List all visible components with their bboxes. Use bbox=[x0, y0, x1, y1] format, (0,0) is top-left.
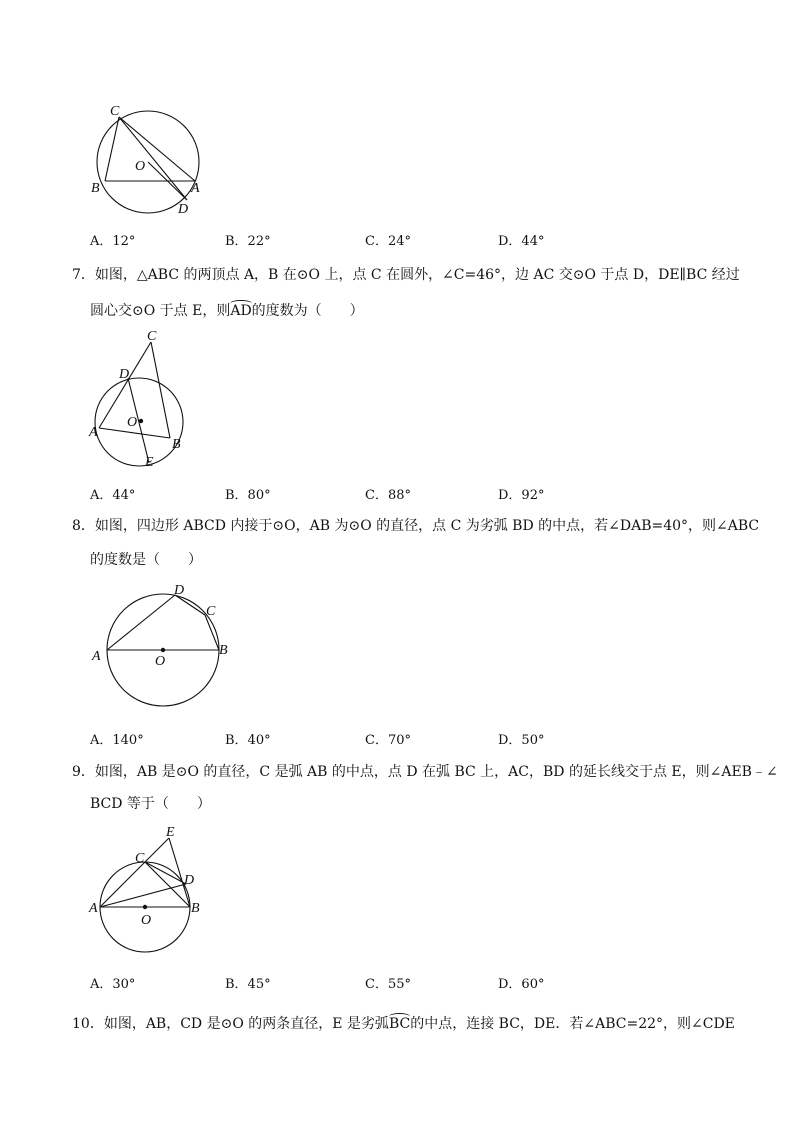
label-o: O bbox=[141, 913, 152, 928]
q7-choice-d[interactable]: D．92° bbox=[498, 488, 545, 503]
segment-ad bbox=[100, 884, 186, 907]
q6-choice-b[interactable]: B．22° bbox=[225, 234, 271, 249]
label-c: C bbox=[135, 851, 145, 866]
figure-q8 bbox=[85, 580, 245, 705]
q10-text-line1 bbox=[72, 1013, 735, 1033]
figure-q6 bbox=[85, 100, 215, 220]
q7-choices bbox=[90, 484, 610, 504]
q9-text-line1: 9．如图，AB 是⊙O 的直径，C 是弧 AB 的中点，点 D 在弧 BC 上，AC，BD 的延长线交于点 E，则∠AEB﹣∠ bbox=[72, 764, 778, 780]
q8-text-line2: 的度数是（ ） bbox=[90, 552, 202, 568]
q9-choice-d[interactable]: D．60° bbox=[498, 977, 545, 992]
center-dot bbox=[143, 905, 147, 909]
q9-text-line2: BCD 等于（ ） bbox=[90, 796, 211, 812]
q10-arc-bc: BC bbox=[388, 1016, 411, 1032]
q7-text-post: 的度数为（ ） bbox=[251, 303, 364, 319]
q10-text-pre: 10．如图，AB，CD 是⊙O 的两条直径，E 是劣弧 bbox=[72, 1016, 389, 1032]
segment-cd bbox=[119, 117, 187, 200]
label-a: A bbox=[89, 425, 98, 440]
q8-choice-b[interactable]: B．40° bbox=[225, 733, 271, 748]
center-dot bbox=[161, 648, 165, 652]
segment-ae bbox=[100, 838, 169, 907]
q8-choice-c[interactable]: C．70° bbox=[365, 733, 411, 748]
center-dot bbox=[139, 419, 143, 423]
q9-choice-a[interactable]: A．30° bbox=[90, 977, 136, 992]
segment-cb bbox=[205, 615, 219, 650]
q10-text-post: 的中点，连接 BC，DE．若∠ABC=22°，则∠CDE bbox=[410, 1016, 735, 1032]
label-d: D bbox=[174, 583, 185, 598]
q7-text-pre: 圆心交⊙O 于点 E，则 bbox=[90, 303, 231, 319]
q6-choice-c[interactable]: C．24° bbox=[365, 234, 411, 249]
q6-choice-d[interactable]: D．44° bbox=[498, 234, 545, 249]
figure-q9 bbox=[85, 822, 215, 957]
figure-q7 bbox=[85, 330, 205, 475]
label-c: C bbox=[206, 604, 216, 619]
q8-text-line1: 8．如图，四边形 ABCD 内接于⊙O，AB 为⊙O 的直径，点 C 为劣弧 BD 的中点，若∠DAB=40°，则∠ABC bbox=[72, 518, 760, 534]
q9-choice-b[interactable]: B．45° bbox=[225, 977, 271, 992]
label-b: B bbox=[172, 437, 181, 452]
label-c: C bbox=[147, 329, 157, 344]
q6-choice-a[interactable]: A．12° bbox=[90, 234, 136, 249]
label-a: A bbox=[191, 181, 200, 196]
label-e: E bbox=[166, 825, 175, 840]
q9-choice-c[interactable]: C．55° bbox=[365, 977, 411, 992]
label-e: E bbox=[145, 455, 154, 470]
label-o: O bbox=[127, 415, 138, 430]
q8-choice-a[interactable]: A．140° bbox=[90, 733, 144, 748]
label-b: B bbox=[191, 901, 200, 916]
segment-ad bbox=[107, 595, 175, 650]
label-b: B bbox=[91, 181, 100, 196]
q7-choice-c[interactable]: C．88° bbox=[365, 488, 411, 503]
q6-choices bbox=[90, 230, 610, 250]
q7-text-line1: 7．如图，△ABC 的两顶点 A，B 在⊙O 上，点 C 在圆外，∠C=46°，边 AC 交⊙O 于点 D，DE∥BC 经过 bbox=[72, 267, 740, 283]
q9-choices bbox=[90, 973, 610, 993]
q8-choice-d[interactable]: D．50° bbox=[498, 733, 545, 748]
segment-ac bbox=[99, 342, 151, 428]
label-d: D bbox=[119, 367, 130, 382]
label-o: O bbox=[155, 654, 166, 669]
label-o: O bbox=[135, 159, 146, 174]
q7-choice-b[interactable]: B．80° bbox=[225, 488, 271, 503]
q7-arc-ad: AD bbox=[230, 303, 252, 319]
segment-dc bbox=[175, 595, 205, 615]
segment-cb bbox=[151, 342, 170, 438]
q8-choices bbox=[90, 729, 610, 749]
q7-text-line2 bbox=[90, 300, 364, 320]
q7-choice-a[interactable]: A．44° bbox=[90, 488, 136, 503]
label-c: C bbox=[110, 104, 120, 119]
label-d: D bbox=[184, 873, 195, 888]
label-d: D bbox=[178, 202, 189, 217]
label-b: B bbox=[219, 643, 228, 658]
label-a: A bbox=[92, 649, 101, 664]
label-a: A bbox=[89, 901, 98, 916]
